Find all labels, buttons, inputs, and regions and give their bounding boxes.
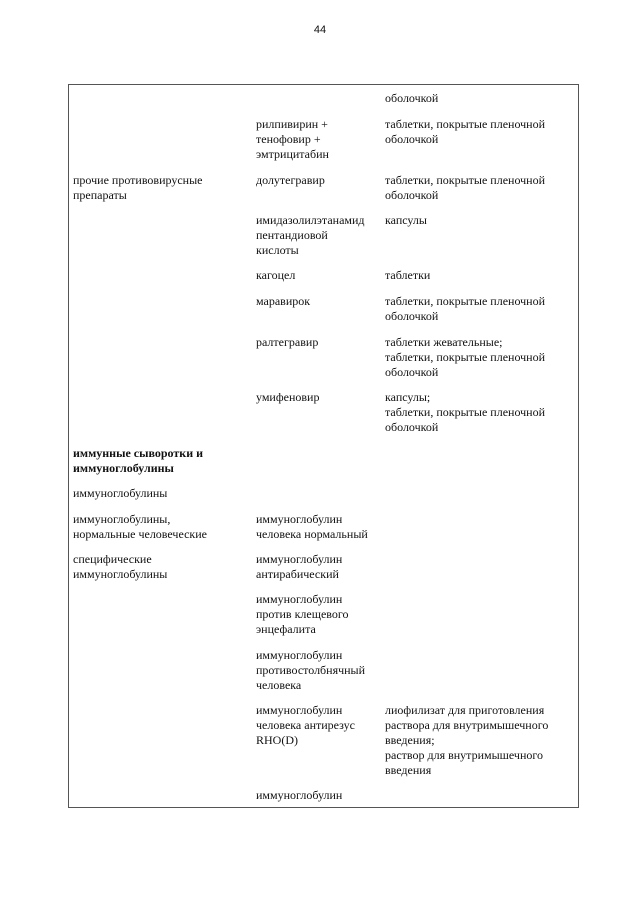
drug-name-cell: рилпивирин + тенофовир + эмтрицитабин: [256, 117, 329, 161]
dosage-form-cell: таблетки жевательные; таблетки, покрытые пленочной оболочкой: [385, 335, 546, 379]
drug-name-cell: умифеновир: [256, 390, 320, 404]
atc-group-cell: прочие противовирусные препараты: [73, 173, 203, 202]
drug-name-cell: имидазолилэтанамид пентандиовой кислоты: [256, 213, 365, 257]
dosage-form-cell: таблетки, покрытые пленочной оболочкой: [385, 117, 546, 146]
drug-name-cell: иммуноглобулин антирабический: [256, 552, 343, 581]
dosage-form-cell: таблетки: [385, 268, 431, 282]
drug-name-cell: иммуноглобулин: [256, 788, 343, 802]
drug-name-cell: иммуноглобулин против клещевого энцефалита: [256, 592, 349, 636]
drug-name-cell: иммуноглобулин человека антирезус RHO(D): [256, 703, 355, 747]
drug-name-cell: маравирок: [256, 294, 311, 308]
dosage-form-cell: капсулы: [385, 213, 427, 227]
drug-name-cell: иммуноглобулин противостолбнячный человека: [256, 648, 366, 692]
drug-name-cell: иммуноглобулин человека нормальный: [256, 512, 368, 541]
drug-name-cell: кагоцел: [256, 268, 296, 282]
dosage-form-cell: таблетки, покрытые пленочной оболочкой: [385, 173, 546, 202]
dosage-form-cell: оболочкой: [385, 91, 439, 105]
drug-name-cell: долутегравир: [256, 173, 325, 187]
dosage-form-cell: таблетки, покрытые пленочной оболочкой: [385, 294, 546, 323]
drug-table: [68, 84, 579, 808]
drug-name-cell: ралтегравир: [256, 335, 319, 349]
atc-group-cell: иммуноглобулины: [73, 486, 168, 500]
dosage-form-cell: капсулы; таблетки, покрытые пленочной оболочкой: [385, 390, 546, 434]
section-heading: иммунные сыворотки и иммуноглобулины: [73, 446, 204, 475]
atc-group-cell: специфические иммуноглобулины: [73, 552, 168, 581]
atc-group-cell: иммуноглобулины, нормальные человеческие: [73, 512, 207, 541]
page-number: 44: [313, 24, 327, 36]
dosage-form-cell: лиофилизат для приготовления раствора для внутримышечного введения; раствор для внутримышечного введения: [385, 703, 549, 777]
